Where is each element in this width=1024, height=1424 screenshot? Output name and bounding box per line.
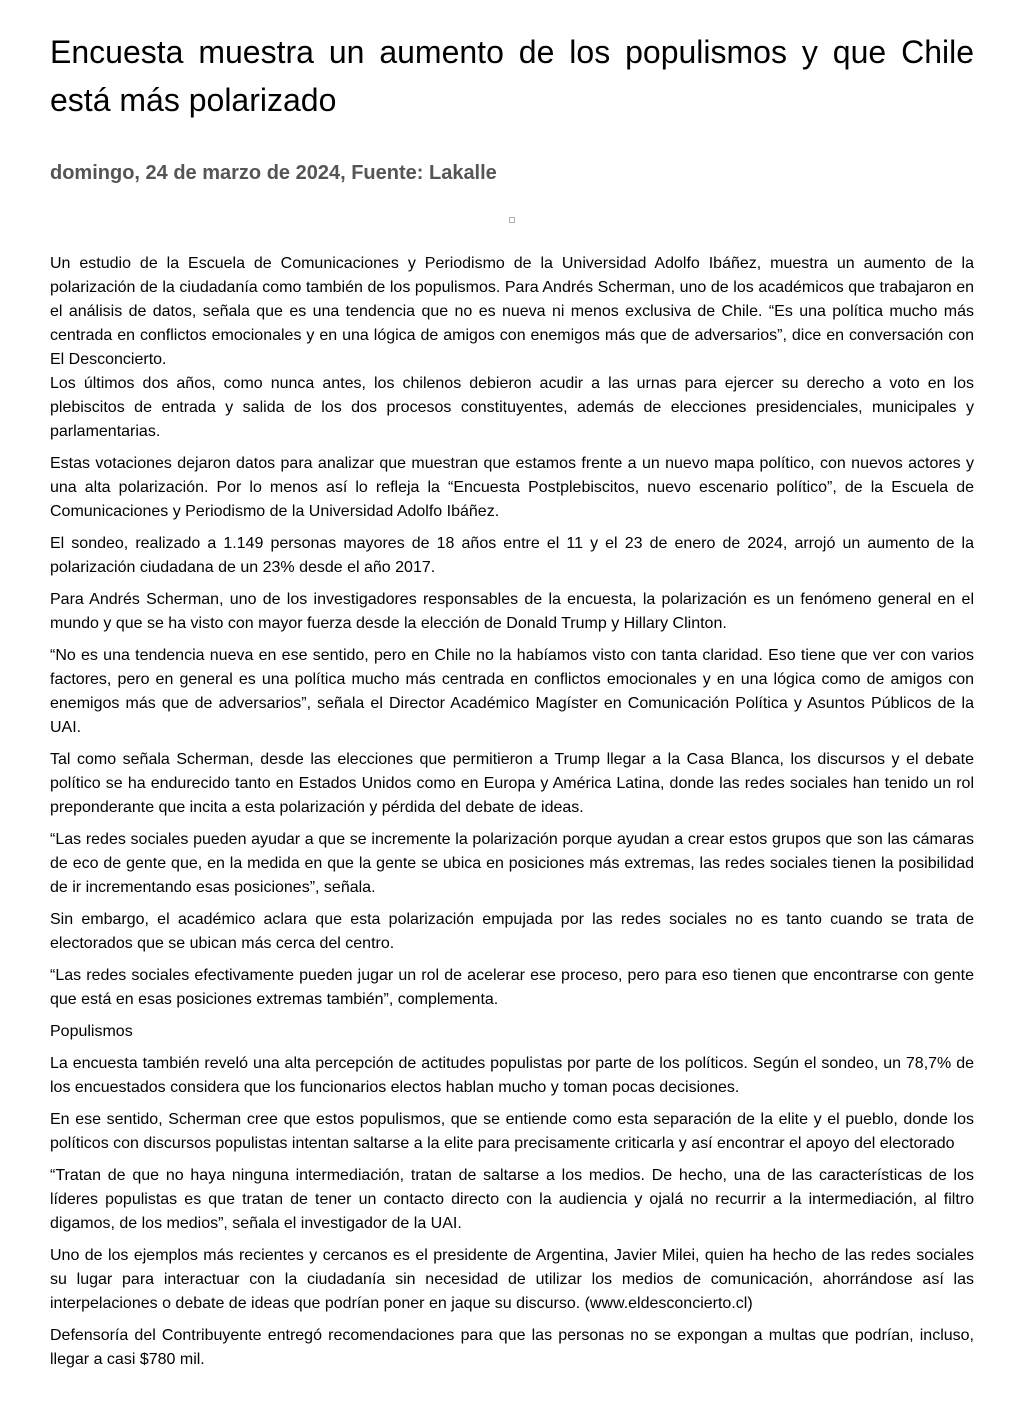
paragraph: Los últimos dos años, como nunca antes, los chilenos debieron acudir a las urnas para ejercer su derecho a voto en los plebiscitos de entrada y salida de los dos procesos constituyentes, además de elecciones presidenciales, municipales y parlamentarias.: [50, 375, 974, 440]
section-heading-populismos: Populismos: [50, 1023, 133, 1040]
paragraph: Estas votaciones dejaron datos para analizar que muestran que estamos frente a un nuevo mapa político, con nuevos actores y una alta polarización. Por lo menos así lo refleja la “Encuesta Postplebiscitos, nuevo escenario político”, de la Escuela de Comunicaciones y Periodismo de la Universidad Adolfo Ibáñez.: [50, 455, 974, 520]
article-body: [50, 223, 974, 1372]
paragraph: “Tratan de que no haya ninguna intermediación, tratan de saltarse a los medios. De hecho, una de las características de los líderes populistas es que tratan de tener un contacto directo con la audiencia y ojalá no recurrir a la intermediación, al filtro digamos, de los medios”, señala el investigador de la UAI.: [50, 1167, 974, 1232]
paragraph: Para Andrés Scherman, uno de los investigadores responsables de la encuesta, la polarización es un fenómeno general en el mundo y que se ha visto con mayor fuerza desde la elección de Donald Trump y Hillary Clinton.: [50, 591, 974, 632]
paragraph: Defensoría del Contribuyente entregó recomendaciones para que las personas no se expongan a multas que podrían, incluso, llegar a casi $780 mil.: [50, 1327, 974, 1368]
paragraph: Sin embargo, el académico aclara que esta polarización empujada por las redes sociales no es tanto cuando se trata de electorados que se ubican más cerca del centro.: [50, 911, 974, 952]
paragraph: Tal como señala Scherman, desde las elecciones que permitieron a Trump llegar a la Casa Blanca, los discursos y el debate político se ha endurecido tanto en Estados Unidos como en Europa y América Latina, donde las redes sociales han tenido un rol preponderante que incita a esta polarización y pérdida del debate de ideas.: [50, 751, 974, 816]
paragraph: “No es una tendencia nueva en ese sentido, pero en Chile no la habíamos visto con tanta claridad. Eso tiene que ver con varios factores, pero en general es una política mucho más centrada en conflictos emocionales y en una lógica como de amigos con enemigos más que de adversarios”, señala el Director Académico Magíster en Comunicación Política y Asuntos Públicos de la UAI.: [50, 647, 974, 736]
paragraph: La encuesta también reveló una alta percepción de actitudes populistas por parte de los políticos. Según el sondeo, un 78,7% de los encuestados considera que los funcionarios electos hablan mucho y toman pocas decisiones.: [50, 1055, 974, 1096]
paragraph: En ese sentido, Scherman cree que estos populismos, que se entiende como esta separación de la elite y el pueblo, donde los políticos con discursos populistas intentan saltarse a la elite para precisamente criticarla y así encontrar el apoyo del electorado: [50, 1111, 974, 1152]
paragraph: Un estudio de la Escuela de Comunicaciones y Periodismo de la Universidad Adolfo Ibáñez, muestra un aumento de la polarización de la ciudadanía como también de los populismos. Para Andrés Scherman, uno de los académicos que trabajaron en el análisis de datos, señala que es una tendencia que no es nueva ni menos exclusiva de Chile. “Es una política mucho más centrada en conflictos emocionales y en una lógica de amigos con enemigos más que de adversarios”, dice en conversación con El Desconcierto.: [50, 255, 974, 368]
paragraph: El sondeo, realizado a 1.149 personas mayores de 18 años entre el 11 y el 23 de enero de 2024, arrojó un aumento de la polarización ciudadana de un 23% desde el año 2017.: [50, 535, 974, 576]
article-byline: domingo, 24 de marzo de 2024, Fuente: Lakalle: [50, 162, 497, 184]
article-title: Encuesta muestra un aumento de los populismos y que Chile está más polarizado: [50, 34, 974, 118]
paragraph: “Las redes sociales efectivamente pueden jugar un rol de acelerar ese proceso, pero para eso tienen que encontrarse con gente que está en esas posiciones extremas también”, complementa.: [50, 967, 974, 1008]
paragraph: “Las redes sociales pueden ayudar a que se incremente la polarización porque ayudan a crear estos grupos que son las cámaras de eco de gente que, en la medida en que la gente se ubica en posiciones más extremas, las redes sociales tienen la posibilidad de ir incrementando esas posiciones”, señala.: [50, 831, 974, 896]
paragraph: Uno de los ejemplos más recientes y cercanos es el presidente de Argentina, Javier Milei, quien ha hecho de las redes sociales su lugar para interactuar con la ciudadanía sin necesidad de utilizar los medios de comunicación, ahorrándose así las interpelaciones o debate de ideas que podrían poner en jaque su discurso. (www.eldesconcierto.cl): [50, 1247, 974, 1312]
